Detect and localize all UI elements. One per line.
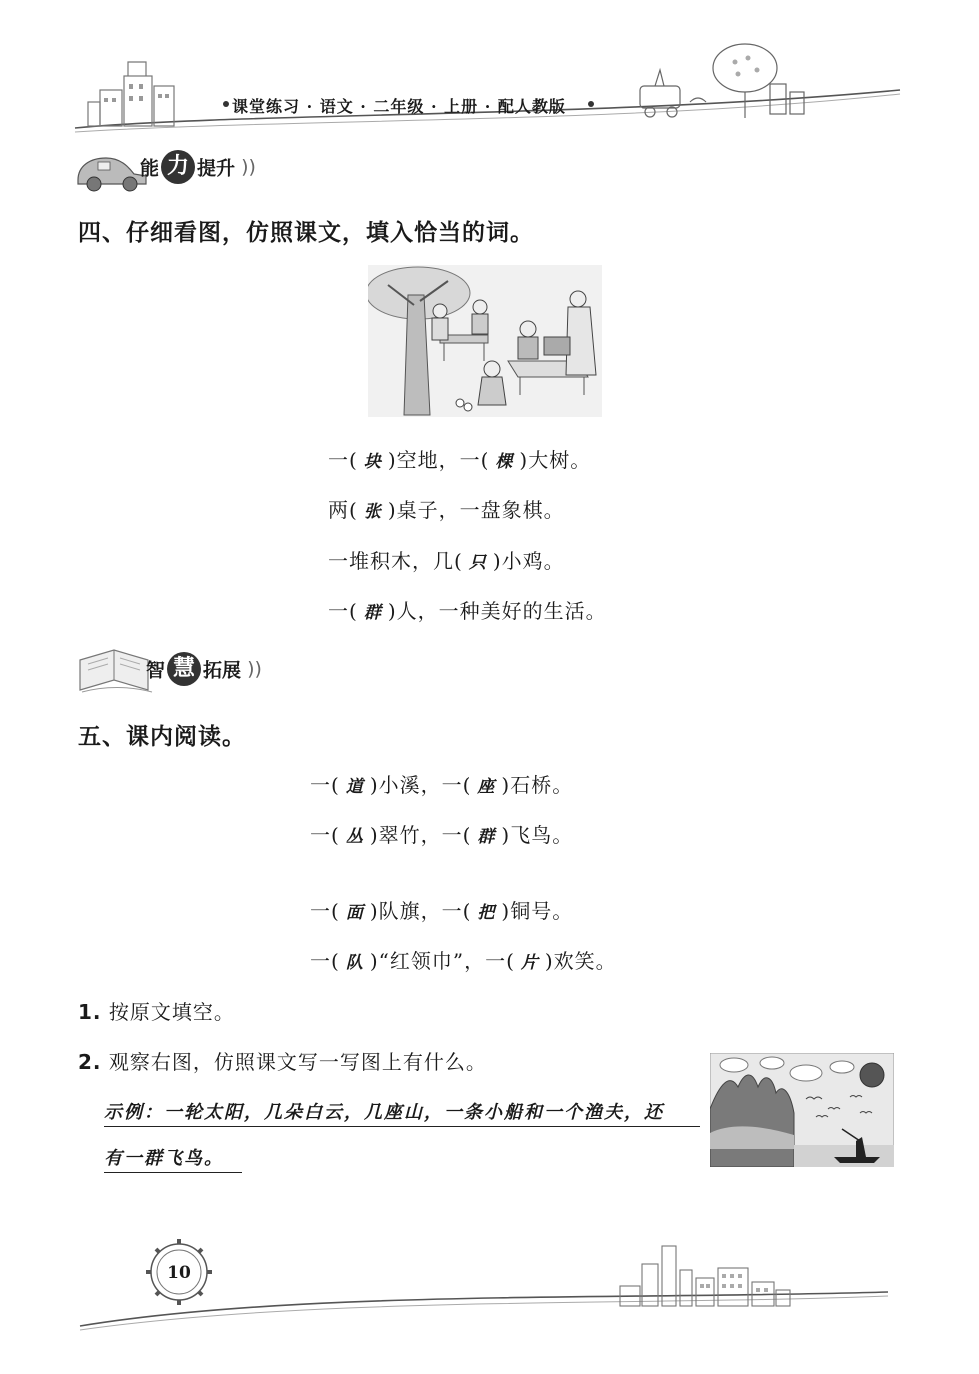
header-title: 课堂练习 · 语文 · 二年级 · 上册 · 配人教版 [232,97,566,116]
banner-big-char: 慧 [167,652,201,686]
text: )翠竹，一( [369,823,472,847]
answer: 面 [345,903,364,923]
text: )空地，一( [387,448,490,472]
text: 一( [310,899,340,923]
question-2 [78,1046,487,1075]
banner-rest-chars: 拓展 [203,659,242,682]
section-4-heading: 四、仔细看图，仿照课文，填入恰当的词。 [78,220,534,246]
answer: 张 [363,502,382,522]
text: )飞鸟。 [501,823,574,847]
section-5-heading: 五、课内阅读。 [78,724,246,750]
text: )铜号。 [501,899,574,923]
answer: 座 [477,777,496,797]
question-number: 1. [78,1000,102,1024]
section4-line-3 [328,545,565,574]
footer-decoration [0,1230,979,1374]
answer: 只 [468,553,487,573]
section-banner-ability: 能 力 提升 )) [140,150,256,184]
text: )石桥。 [501,773,574,797]
section5-line-1 [310,769,573,798]
section4-line-4 [328,595,607,624]
header-decoration [0,0,979,140]
section4-line-2 [328,494,565,523]
text: )队旗，一( [369,899,472,923]
text: )桌子，一盘象棋。 [387,498,565,522]
banner-rest-chars: 提升 [197,157,236,180]
section-banner-wisdom: 智 慧 拓展 )) [146,652,262,686]
answer: 把 [477,903,496,923]
text: 两( [328,498,358,522]
text: 一( [310,949,340,973]
example-answer-line-1: 示例：一轮太阳，几朵白云，几座山，一条小船和一个渔夫，还 [104,1098,700,1127]
text: 一( [328,448,358,472]
answer: 群 [477,827,496,847]
question-text: 按原文填空。 [108,1000,235,1024]
question-number: 2. [78,1050,102,1074]
answer: 道 [345,777,364,797]
answer: 群 [363,603,382,623]
question-text: 观察右图，仿照课文写一写图上有什么。 [108,1050,487,1074]
banner-first-char: 能 [140,157,160,180]
question-1 [78,996,235,1025]
text: 一堆积木，几( [328,549,463,573]
page-number: 10 [167,1263,191,1283]
banner-first-char: 智 [146,659,166,682]
example-answer-line-2: 有一群飞鸟。 [104,1144,242,1173]
section5-line-2 [310,819,573,848]
text: )小溪，一( [369,773,472,797]
answer: 丛 [345,827,364,847]
answer: 块 [363,452,382,472]
answer: 队 [345,953,364,973]
answer: 片 [520,953,539,973]
section5-line-3 [310,895,573,924]
text: )人，一种美好的生活。 [387,599,607,623]
landscape-illustration [710,1053,894,1167]
text: )小鸡。 [492,549,565,573]
text: 一( [328,599,358,623]
text: )“红领巾”，一( [369,949,515,973]
banner-big-char: 力 [161,150,195,184]
text: )大树。 [519,448,592,472]
text: 一( [310,773,340,797]
section4-line-1 [328,444,591,473]
answer: 棵 [495,452,514,472]
text: 一( [310,823,340,847]
section5-line-4 [310,945,617,974]
text: )欢笑。 [544,949,617,973]
park-scene-illustration [368,265,602,417]
book-banner-icon [74,640,154,696]
